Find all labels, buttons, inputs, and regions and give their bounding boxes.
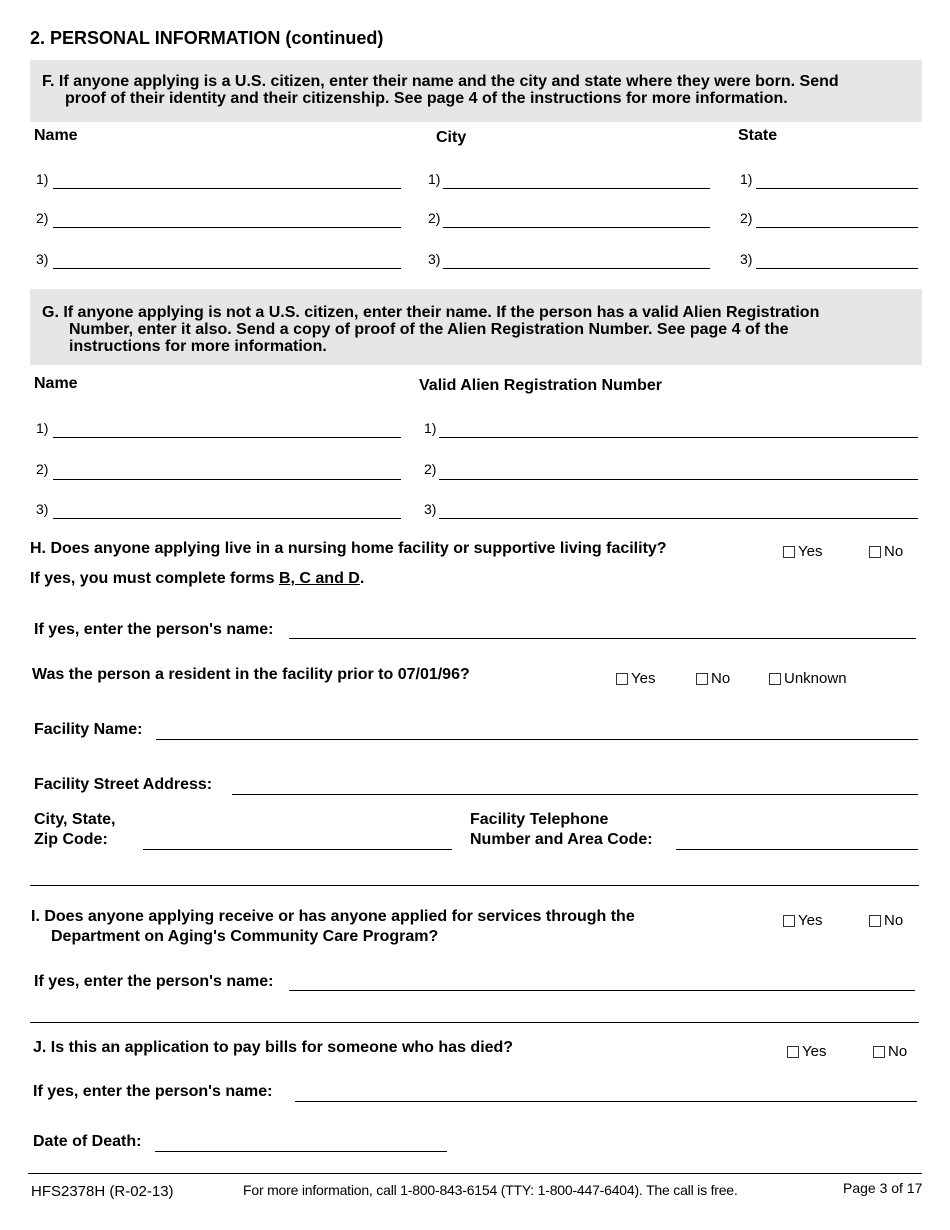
resident-yes-checkbox[interactable] [616, 670, 655, 687]
h-no-label: No [884, 543, 904, 560]
g-row-3-name-field[interactable] [53, 518, 401, 519]
h-no-checkbox[interactable] [869, 543, 903, 560]
checkbox-box[interactable] [783, 546, 795, 558]
checkbox-box[interactable] [873, 1046, 885, 1058]
checkbox-box[interactable] [769, 673, 781, 685]
city-state-zip-field[interactable] [143, 849, 452, 850]
footer-form-id: HFS2378H (R-02-13) [31, 1183, 174, 1200]
g-row-2-alien-field[interactable] [439, 479, 918, 480]
question-h: H. Does anyone applying live in a nursing home facility or supportive living facility? [30, 540, 667, 557]
resident-no-checkbox[interactable] [696, 670, 730, 687]
g-row-3-alien-label: 3) [424, 501, 437, 517]
checkbox-box[interactable] [783, 915, 795, 927]
i-person-name-field[interactable] [289, 990, 915, 991]
footer-page-number: Page 3 of 17 [843, 1180, 923, 1196]
i-no-label: No [884, 912, 904, 929]
g-row-3-label: 3) [36, 501, 49, 517]
h-yes-label: Yes [798, 543, 823, 560]
resident-unknown-checkbox[interactable] [769, 670, 847, 687]
g-col-name-header: Name [34, 375, 78, 392]
f-row-1-city-label: 1) [428, 171, 441, 187]
g-row-1-alien-label: 1) [424, 420, 437, 436]
section-f-line1: F. If anyone applying is a U.S. citizen, enter their name and the city and state where they were born. Send [42, 73, 839, 90]
checkbox-box[interactable] [787, 1046, 799, 1058]
question-i-line1: I. Does anyone applying receive or has anyone applied for services through the [31, 908, 635, 925]
divider [30, 885, 919, 886]
checkbox-box[interactable] [616, 673, 628, 685]
f-row-2-city-field[interactable] [443, 227, 710, 228]
i-no-checkbox[interactable] [869, 912, 903, 929]
i-yes-checkbox[interactable] [783, 912, 822, 929]
f-row-1-name-field[interactable] [53, 188, 401, 189]
g-row-1-alien-field[interactable] [439, 437, 918, 438]
g-row-2-alien-label: 2) [424, 461, 437, 477]
resident-no-label: No [711, 670, 731, 687]
resident-unknown-label: Unknown [784, 670, 847, 687]
f-row-1-city-field[interactable] [443, 188, 710, 189]
f-row-2-label: 2) [36, 210, 49, 226]
date-of-death-label: Date of Death: [33, 1133, 142, 1150]
city-state-label-line1: City, State, [34, 811, 116, 828]
g-row-1-name-field[interactable] [53, 437, 401, 438]
j-no-checkbox[interactable] [873, 1043, 907, 1060]
section-title: 2. PERSONAL INFORMATION (continued) [30, 28, 384, 48]
f-row-3-city-label: 3) [428, 251, 441, 267]
f-col-name-header: Name [34, 127, 78, 144]
f-row-1-state-field[interactable] [756, 188, 918, 189]
f-row-2-city-label: 2) [428, 210, 441, 226]
j-no-label: No [888, 1043, 908, 1060]
g-row-1-label: 1) [36, 420, 49, 436]
h-resident-question: Was the person a resident in the facility prior to 07/01/96? [32, 666, 470, 683]
facility-phone-label-line1: Facility Telephone [470, 811, 609, 828]
facility-phone-field[interactable] [676, 849, 918, 850]
facility-street-field[interactable] [232, 794, 918, 795]
f-row-2-name-field[interactable] [53, 227, 401, 228]
h-forms-note [30, 570, 364, 588]
section-g-line2: Number, enter it also. Send a copy of proof of the Alien Registration Number. See page 4 of the [69, 321, 789, 338]
f-col-state-header: State [738, 127, 778, 144]
facility-street-label: Facility Street Address: [34, 776, 213, 793]
section-g-line1: G. If anyone applying is not a U.S. citizen, enter their name. If the person has a valid Alien Registration [42, 304, 820, 321]
checkbox-box[interactable] [869, 915, 881, 927]
f-row-2-state-field[interactable] [756, 227, 918, 228]
h-person-name-field[interactable] [289, 638, 916, 639]
facility-phone-label-line2: Number and Area Code: [470, 831, 653, 848]
f-row-3-state-label: 3) [740, 251, 753, 267]
f-col-city-header: City [436, 129, 467, 146]
f-row-3-state-field[interactable] [756, 268, 918, 269]
f-row-3-label: 3) [36, 251, 49, 267]
footer-info: For more information, call 1-800-843-6154 (TTY: 1-800-447-6404). The call is free. [243, 1182, 738, 1198]
footer-rule [28, 1173, 922, 1174]
j-person-name-field[interactable] [295, 1101, 917, 1102]
f-row-2-state-label: 2) [740, 210, 753, 226]
question-i-line2: Department on Aging's Community Care Program? [51, 928, 439, 945]
checkbox-box[interactable] [696, 673, 708, 685]
question-j: J. Is this an application to pay bills for someone who has died? [33, 1039, 514, 1056]
g-row-2-label: 2) [36, 461, 49, 477]
i-person-name-label: If yes, enter the person's name: [34, 973, 274, 990]
g-row-3-alien-field[interactable] [439, 518, 918, 519]
h-person-name-label: If yes, enter the person's name: [34, 621, 274, 638]
section-g-line3: instructions for more information. [69, 338, 327, 355]
g-row-2-name-field[interactable] [53, 479, 401, 480]
f-row-3-city-field[interactable] [443, 268, 710, 269]
f-row-1-state-label: 1) [740, 171, 753, 187]
facility-name-label: Facility Name: [34, 721, 143, 738]
h-note-forms: B, C and D [278, 570, 360, 587]
h-note-prefix: If yes, you must complete forms [30, 570, 279, 587]
city-state-label-line2: Zip Code: [34, 831, 108, 848]
f-row-1-label: 1) [36, 171, 49, 187]
divider [30, 1022, 919, 1023]
section-f-line2: proof of their identity and their citizenship. See page 4 of the instructions for more information. [65, 90, 788, 107]
resident-yes-label: Yes [631, 670, 656, 687]
f-row-3-name-field[interactable] [53, 268, 401, 269]
i-yes-label: Yes [798, 912, 823, 929]
h-note-suffix: . [359, 570, 365, 587]
j-yes-checkbox[interactable] [787, 1043, 826, 1060]
facility-name-field[interactable] [156, 739, 918, 740]
date-of-death-field[interactable] [155, 1151, 447, 1152]
h-yes-checkbox[interactable] [783, 543, 822, 560]
checkbox-box[interactable] [869, 546, 881, 558]
g-col-alien-header: Valid Alien Registration Number [419, 377, 663, 394]
j-yes-label: Yes [802, 1043, 827, 1060]
j-person-name-label: If yes, enter the person's name: [33, 1083, 273, 1100]
